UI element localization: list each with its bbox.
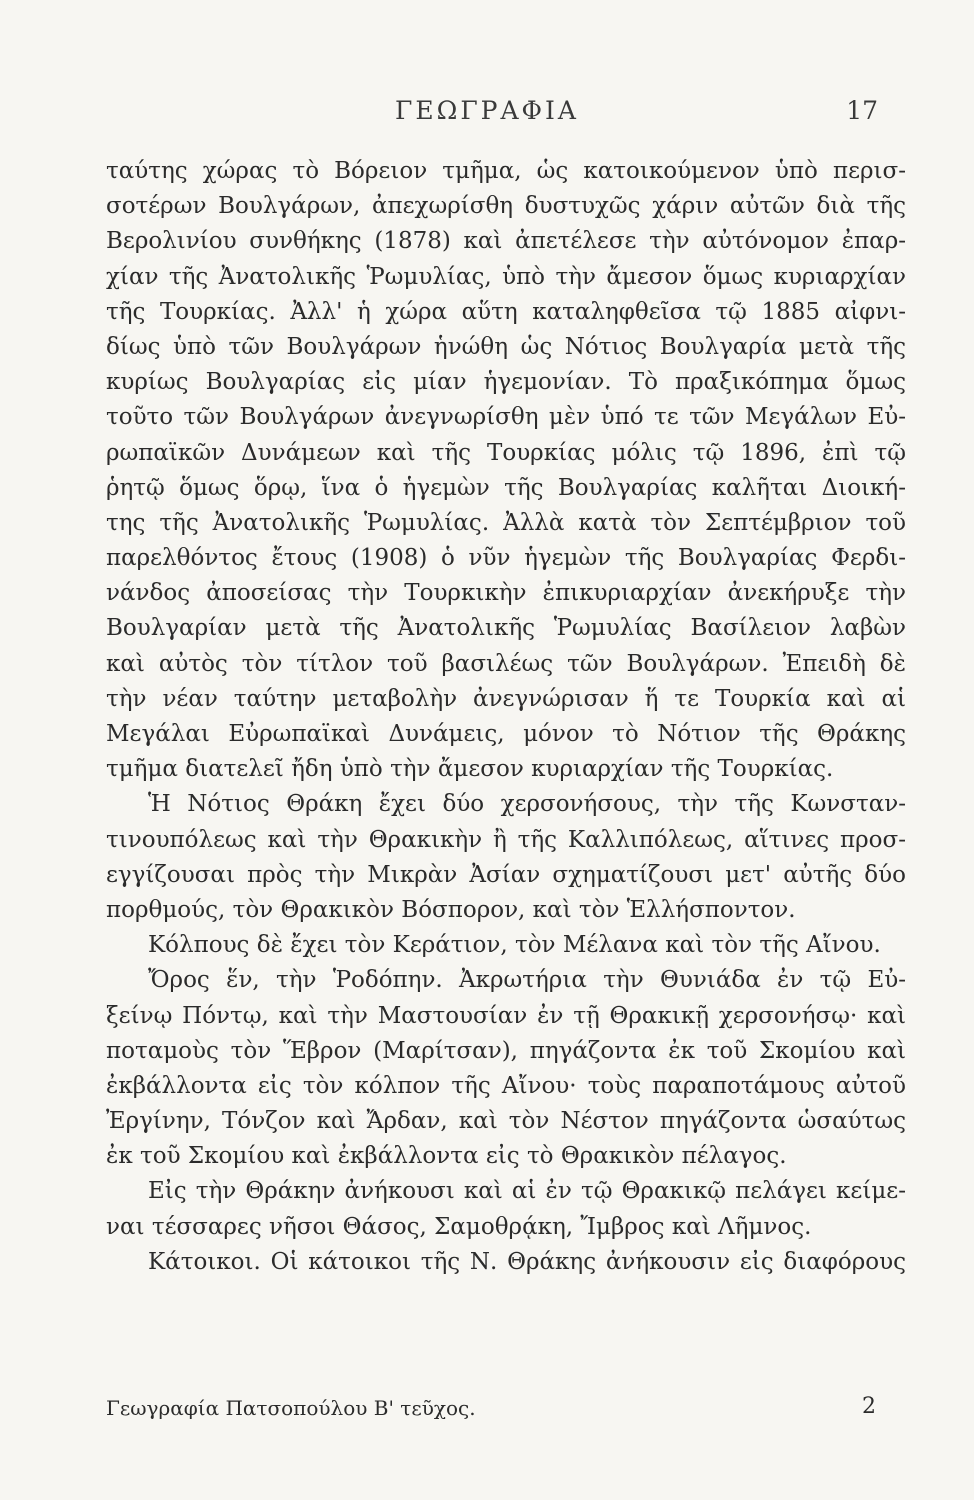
text-line: τὴν νέαν ταύτην μεταβολὴν ἀνεγνώρισαν ἥ τε Τουρκία καὶ αἱ bbox=[106, 685, 906, 712]
text-line: τῆς Τουρκίας. Ἀλλ' ἡ χώρα αὕτη καταληφθεῖσα τῷ 1885 αἰφνι- bbox=[106, 298, 906, 325]
text-line: της τῆς Ἀνατολικῆς Ῥωμυλίας. Ἀλλὰ κατὰ τὸν Σεπτέμβριον τοῦ bbox=[106, 509, 906, 536]
text-line: νάνδος ἀποσείσας τὴν Τουρκικὴν ἐπικυριαρχίαν ἀνεκήρυξε τὴν bbox=[106, 580, 906, 607]
text-line: τοῦτο τῶν Βουλγάρων ἀνεγνωρίσθη μὲν ὑπό τε τῶν Μεγάλων Εὐ- bbox=[106, 404, 906, 431]
text-line: Ὄρος ἕν, τὴν Ῥοδόπην. Ἀκρωτήρια τὴν Θυνιάδα ἐν τῷ Εὐ- bbox=[148, 967, 906, 994]
text-line: Ἐργίνην, Τόνζον καὶ Ἄρδαν, καὶ τὸν Νέστον πηγάζοντα ὡσαύτως bbox=[106, 1108, 906, 1135]
running-title: ΓΕΩΓΡΑΦΙΑ bbox=[395, 96, 579, 125]
text-line: ναι τέσσαρες νῆσοι Θάσος, Σαμοθρᾴκη, Ἴμβρος καὶ Λῆμνος. bbox=[106, 1213, 812, 1240]
text-line: παρελθόντος ἔτους (1908) ὁ νῦν ἡγεμὼν τῆς Βουλγαρίας Φερδι- bbox=[106, 545, 906, 572]
page-header bbox=[0, 96, 974, 136]
text-line: τμῆμα διατελεῖ ἤδη ὑπὸ τὴν ἄμεσον κυριαρχίαν τῆς Τουρκίας. bbox=[106, 756, 834, 783]
text-line: πορθμούς, τὸν Θρακικὸν Βόσπορον, καὶ τὸν Ἑλλήσποντον. bbox=[106, 896, 796, 923]
text-line: Κόλπους δὲ ἔχει τὸν Κεράτιον, τὸν Μέλανα καὶ τὸν τῆς Αἴνου. bbox=[148, 932, 881, 959]
footer-text: Γεωγραφία Πατσοπούλου Β' τεῦχος. bbox=[106, 1396, 476, 1420]
body-text bbox=[106, 154, 906, 1280]
text-line: ἐκ τοῦ Σκομίου καὶ ἐκβάλλοντα εἰς τὸ Θρακικὸν πέλαγος. bbox=[106, 1143, 787, 1170]
text-line: Βουλγαρίαν μετὰ τῆς Ἀνατολικῆς Ῥωμυλίας Βασίλειον λαβὼν bbox=[106, 615, 906, 642]
text-line: ῥητῷ ὅμως ὅρῳ, ἵνα ὁ ἡγεμὼν τῆς Βουλγαρίας καλῆται Διοική- bbox=[106, 474, 906, 501]
text-line: ξείνῳ Πόντῳ, καὶ τὴν Μαστουσίαν ἐν τῇ Θρακικῇ χερσονήσῳ· καὶ bbox=[106, 1002, 906, 1029]
text-line: Μεγάλαι Εὐρωπαϊκαὶ Δυνάμεις, μόνον τὸ Νότιον τῆς Θράκης bbox=[106, 721, 906, 747]
text-line: χίαν τῆς Ἀνατολικῆς Ῥωμυλίας, ὑπὸ τὴν ἄμεσον ὅμως κυριαρχίαν bbox=[106, 263, 906, 290]
text-line: ρωπαϊκῶν Δυνάμεων καὶ τῆς Τουρκίας μόλις τῷ 1896, ἐπὶ τῷ bbox=[106, 439, 906, 466]
text-line: Βερολινίου συνθήκης (1878) καὶ ἀπετέλεσε τὴν αὐτόνομον ἐπαρ- bbox=[106, 228, 906, 255]
text-line: δίως ὑπὸ τῶν Βουλγάρων ἡνώθη ὡς Νότιος Βουλγαρία μετὰ τῆς bbox=[106, 333, 906, 360]
text-line: Εἰς τὴν Θράκην ἀνήκουσι καὶ αἱ ἐν τῷ Θρακικῷ πελάγει κείμε- bbox=[148, 1178, 906, 1205]
text-line: τινουπόλεως καὶ τὴν Θρακικὴν ἢ τῆς Καλλιπόλεως, αἵτινες προσ- bbox=[106, 826, 906, 853]
text-line: ποταμοὺς τὸν Ἕβρον (Μαρίτσαν), πηγάζοντα ἐκ τοῦ Σκομίου καὶ bbox=[106, 1037, 906, 1064]
text-line: ταύτης χώρας τὸ Βόρειον τμῆμα, ὡς κατοικούμενον ὑπὸ περισ- bbox=[106, 158, 906, 184]
text-line: κυρίως Βουλγαρίας εἰς μίαν ἡγεμονίαν. Τὸ πραξικόπημα ὅμως bbox=[106, 369, 906, 396]
text-line: εγγίζουσαι πρὸς τὴν Μικρὰν Ἀσίαν σχηματίζουσι μετ' αὐτῆς δύο bbox=[106, 861, 906, 888]
text-line: Ἡ Νότιος Θράκη ἔχει δύο χερσονήσους, τὴν τῆς Κωνσταν- bbox=[148, 791, 906, 818]
text-line: σοτέρων Βουλγάρων, ἀπεχωρίσθη δυστυχῶς χάριν αὐτῶν διὰ τῆς bbox=[106, 193, 906, 220]
page-number: 17 bbox=[846, 96, 878, 125]
text-line: ἐκβάλλοντα εἰς τὸν κόλπον τῆς Αἴνου· τοὺς παραποτάμους αὐτοῦ bbox=[106, 1072, 906, 1099]
signature-mark: 2 bbox=[862, 1394, 876, 1419]
text-line: καὶ αὐτὸς τὸν τίτλον τοῦ βασιλέως τῶν Βουλγάρων. Ἐπειδὴ δὲ bbox=[106, 650, 906, 677]
page-footer bbox=[106, 1390, 906, 1426]
text-line: Κάτοικοι. Οἱ κάτοικοι τῆς Ν. Θράκης ἀνήκουσιν εἰς διαφόρους bbox=[148, 1248, 906, 1275]
